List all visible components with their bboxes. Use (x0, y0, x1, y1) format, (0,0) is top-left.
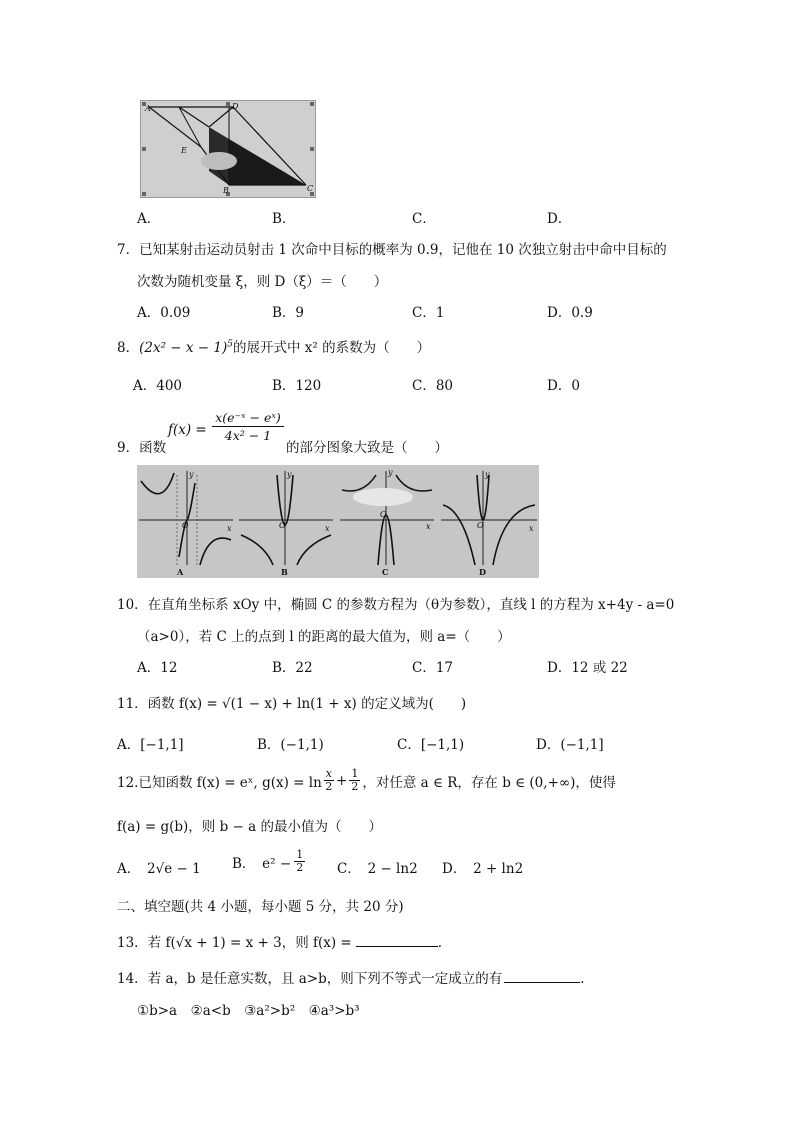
graph-d-origin: O (477, 521, 484, 530)
graph-a-label: A (177, 567, 184, 577)
q14-period: . (580, 971, 585, 987)
graph-a-x-label: x (227, 524, 232, 533)
q7-option-b: B．9 (272, 305, 305, 321)
graph-b-origin: O (279, 521, 286, 530)
q6-option-d: D． (547, 211, 572, 227)
graph-b (239, 470, 333, 577)
q10-line1: 10．在直角坐标系 xOy 中，椭圆 C 的参数方程为（θ为参数），直线 l 的方程为 x+4y - a=0 (117, 597, 675, 613)
graph-d-y-label: y (485, 470, 490, 479)
q12-option-b-text: B． e² − (232, 855, 292, 872)
q12-line2: f(a) = g(b)，则 b − a 的最小值为（ ） (117, 819, 382, 835)
q12-frac1 (324, 768, 334, 793)
q8-expression-base: (2x² − x − 1) (139, 340, 228, 356)
q11-option-d: D．(−1,1] (536, 737, 604, 753)
q8-expression-exponent: 5 (227, 339, 233, 350)
graph-c (340, 468, 434, 577)
q6-option-b: B． (272, 211, 296, 227)
q9-numerator: x(e⁻ˣ − eˣ) (212, 410, 284, 427)
q12-frac2-den: 2 (351, 780, 359, 793)
graph-b-x-label: x (325, 524, 330, 533)
q12-frac2 (349, 768, 360, 793)
q8-number: 8． (117, 340, 140, 356)
q9-prefix: 9．函数 (117, 440, 167, 456)
q6-figure-drawing (141, 101, 315, 197)
q9-fx: f(x) = (168, 422, 207, 438)
q11-stem: 11．函数 f(x) = √(1 − x) + ln(1 + x) 的定义域为( ) (117, 696, 467, 712)
q8-stem (117, 336, 430, 356)
q13-stem (117, 931, 442, 951)
q12-line1-end: ，对任意 a ∈ R，存在 b ∈ (0,+∞)，使得 (362, 774, 616, 791)
q12-line1-start: 12.已知函数 f(x) = eˣ, g(x) = ln (117, 774, 322, 791)
q12-option-d: D． 2 + ln2 (442, 861, 524, 877)
q7-option-c: C．1 (412, 305, 445, 321)
graph-b-y-label: y (287, 470, 292, 479)
point-label-C: C (307, 184, 314, 193)
q7-option-a: A．0.09 (137, 305, 191, 321)
q9-graphs (137, 465, 539, 578)
graph-c-x-label: x (426, 522, 431, 531)
q6-option-a: A． (137, 211, 161, 227)
q12-option-b-num: 1 (296, 848, 304, 861)
q8-expression (139, 340, 233, 356)
q9-fraction (212, 410, 284, 443)
q9-suffix: 的部分图象大致是（ ） (286, 440, 448, 456)
q7-line1: 7．已知某射击运动员射击 1 次命中目标的概率为 0.9，记他在 10 次独立射击中命中目标的 (117, 242, 667, 258)
q11-option-b: B．(−1,1) (257, 737, 324, 753)
q12-plus: + (336, 772, 348, 789)
q8-text: 的展开式中 x² 的系数为（ ） (232, 340, 431, 356)
graph-c-label: C (382, 567, 389, 577)
q7-option-d: D．0.9 (547, 305, 593, 321)
q13-period: . (437, 935, 443, 951)
point-label-D: D (232, 102, 239, 111)
graph-d-label: D (479, 567, 486, 577)
q10-option-c: C．17 (412, 660, 454, 676)
q14-text: 14．若 a，b 是任意实数，且 a>b，则下列不等式一定成立的有 (117, 971, 503, 987)
q10-line2: （a>0），若 C 上的点到 l 的距离的最大值为，则 a=（ ） (137, 629, 511, 645)
q7-line2: 次数为随机变量 ξ，则 D（ξ）＝（ ） (137, 274, 388, 290)
q8-option-c: C．80 (412, 378, 454, 394)
q9-denominator: 4x² − 1 (224, 428, 272, 443)
q12-option-b-den: 2 (296, 861, 304, 874)
q11-option-a: A．[−1,1] (117, 737, 184, 753)
q10-option-b: B．22 (272, 660, 313, 676)
q12-frac1-num: x (325, 767, 333, 780)
point-label-A: A (145, 104, 151, 113)
q14-stem (117, 967, 585, 987)
q12-line1 (117, 768, 616, 793)
q12-option-b-frac (294, 849, 305, 874)
q6-option-c: C． (412, 211, 436, 227)
q13-answer-blank[interactable] (356, 934, 438, 947)
graph-d (441, 470, 537, 577)
q9-graphs-drawing (137, 465, 539, 578)
q12-option-a: A． 2√e − 1 (117, 861, 201, 877)
graph-c-origin: O (380, 510, 387, 519)
point-label-E: E (181, 146, 187, 155)
graph-c-y-label: y (388, 468, 393, 477)
q11-option-c: C．[−1,1) (397, 737, 465, 753)
q8-option-a: A．400 (133, 378, 183, 394)
q13-text: 13．若 f(√x + 1) = x + 3，则 f(x) = (117, 935, 352, 951)
section-2-heading: 二、填空题(共 4 小题，每小题 5 分，共 20 分) (117, 899, 404, 915)
q8-option-b: B．120 (272, 378, 322, 394)
graph-a (139, 470, 233, 577)
q6-figure (140, 100, 316, 198)
q14-choices: ①b>a ②a<b ③a²>b² ④a³>b³ (137, 1003, 360, 1019)
q10-option-d: D．12 或 22 (547, 660, 628, 676)
q14-answer-blank[interactable] (504, 970, 580, 983)
graph-b-label: B (281, 567, 288, 577)
point-label-B: B (223, 186, 229, 195)
graph-a-origin: O (182, 521, 189, 530)
q12-frac2-num: 1 (351, 767, 359, 780)
q10-option-a: A．12 (137, 660, 178, 676)
q8-option-d: D．0 (547, 378, 580, 394)
q12-frac1-den: 2 (325, 780, 333, 793)
graph-d-x-label: x (529, 524, 534, 533)
q12-option-c: C． 2 − ln2 (337, 861, 418, 877)
graph-a-y-label: y (189, 470, 194, 479)
q12-option-b (232, 849, 305, 874)
